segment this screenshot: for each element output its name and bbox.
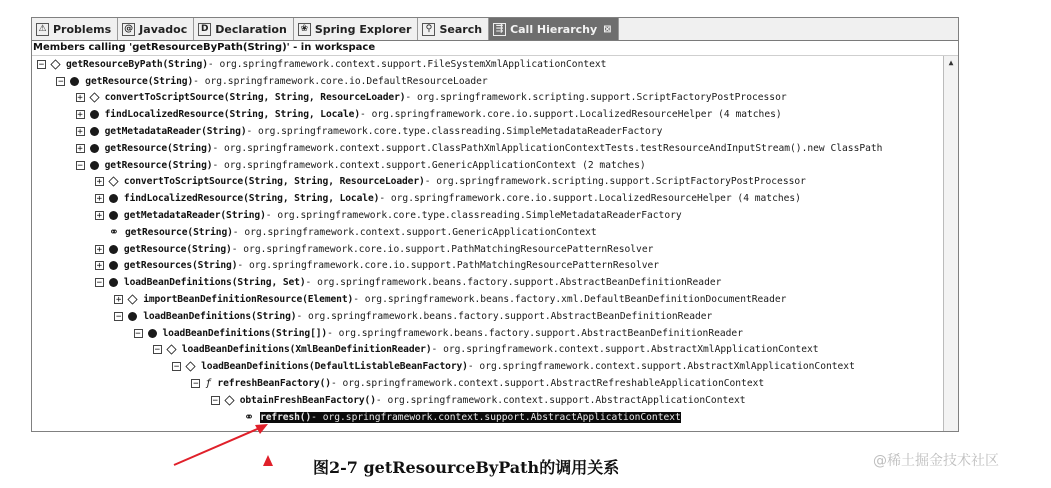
method-signature: refreshBeanFactory() xyxy=(217,378,331,390)
declaring-type: - org.springframework.context.support.ClassPathXmlApplicationContextTests.testResourceAndInputStream().new ClassPath xyxy=(212,142,883,154)
tab-label: Search xyxy=(439,22,483,36)
collapse-icon[interactable]: − xyxy=(77,160,83,171)
method-signature: loadBeanDefinitions(String[]) xyxy=(162,327,328,339)
method-signature: loadBeanDefinitions(XmlBeanDefinitionReader) xyxy=(181,344,432,356)
declaring-type: - org.springframework.core.type.classreading.SimpleMetadataReaderFactory xyxy=(265,210,682,222)
expand-icon[interactable]: + xyxy=(77,143,83,154)
declaring-type: - org.springframework.core.io.support.PathMatchingResourcePatternResolver xyxy=(237,260,660,272)
method-signature: getResourceByPath(String) xyxy=(66,58,208,70)
tab-label: Javadoc xyxy=(139,22,188,36)
expand-icon[interactable]: + xyxy=(77,127,83,138)
red-annotation-arrow-line xyxy=(174,427,262,465)
watermark: @稀土掘金技术社区 xyxy=(873,453,999,469)
declaring-type: - org.springframework.context.support.AbstractApplicationContext xyxy=(375,394,746,406)
declaring-type: - org.springframework.beans.factory.support.AbstractBeanDefinitionReader xyxy=(296,310,713,322)
scope-label: Members calling 'getResourceByPath(String)' - in workspace xyxy=(32,41,958,56)
tab-label: Call Hierarchy xyxy=(510,22,598,36)
collapse-icon[interactable]: − xyxy=(135,328,141,339)
declaring-type: - org.springframework.context.support.AbstractXmlApplicationContext xyxy=(467,361,855,373)
expand-icon[interactable]: + xyxy=(77,93,83,104)
method-signature: importBeanDefinitionResource(Element) xyxy=(143,294,354,306)
declaring-type: - org.springframework.beans.factory.support.AbstractBeanDefinitionReader xyxy=(327,327,743,339)
figure-caption: 图2-7 getResourceByPath的调用关系 xyxy=(313,458,620,477)
search-icon: ⚲ xyxy=(422,23,435,36)
tab-label: Spring Explorer xyxy=(314,22,412,36)
method-signature: convertToScriptSource(String, String, ResourceLoader) xyxy=(104,92,406,104)
method-signature: getResource(String) xyxy=(104,159,213,171)
method-signature: loadBeanDefinitions(DefaultListableBeanFactory) xyxy=(201,361,468,373)
method-signature: findLocalizedResource(String, String, Locale) xyxy=(104,109,361,121)
problems-icon: ⚠ xyxy=(36,23,49,36)
declaring-type: - org.springframework.beans.factory.xml.DefaultBeanDefinitionDocumentReader xyxy=(353,294,787,306)
declaring-type: - org.springframework.scripting.support.ScriptFactoryPostProcessor xyxy=(405,92,787,104)
method-signature: refresh() xyxy=(260,411,312,423)
expand-icon[interactable]: + xyxy=(96,244,103,255)
expand-icon[interactable]: + xyxy=(115,295,122,306)
tab-label: Declaration xyxy=(215,22,287,36)
method-signature: loadBeanDefinitions(String) xyxy=(143,310,297,322)
declaring-type: - org.springframework.core.io.support.PathMatchingResourcePatternResolver xyxy=(231,243,654,255)
declaring-type: - org.springframework.context.support.FileSystemXmlApplicationContext xyxy=(207,58,607,70)
recursive-call-icon: ⚭ xyxy=(244,409,255,424)
close-icon[interactable]: ⊠ xyxy=(603,23,612,35)
declaring-type: - org.springframework.context.support.AbstractRefreshableApplicationContext xyxy=(330,378,765,390)
method-signature: getResource(String) xyxy=(123,243,232,255)
declaring-type: - org.springframework.core.io.DefaultResourceLoader xyxy=(193,75,488,87)
abstract-method-icon: ƒ xyxy=(205,378,212,390)
collapse-icon[interactable]: − xyxy=(212,395,218,406)
declaring-type: - org.springframework.context.support.GenericApplicationContext (2 matches) xyxy=(212,159,646,171)
expand-icon[interactable]: + xyxy=(96,211,103,222)
collapse-icon[interactable]: − xyxy=(115,311,122,322)
method-signature: getResource(String) xyxy=(85,75,194,87)
expand-icon[interactable]: + xyxy=(96,177,103,188)
method-signature: obtainFreshBeanFactory() xyxy=(239,394,376,406)
method-signature: loadBeanDefinitions(String, Set) xyxy=(123,277,306,289)
declaring-type: - org.springframework.core.io.support.LocalizedResourceHelper (4 matches) xyxy=(379,193,801,205)
collapse-icon[interactable]: − xyxy=(154,345,160,356)
declaration-icon: D xyxy=(198,23,211,36)
declaring-type: - org.springframework.scripting.support.ScriptFactoryPostProcessor xyxy=(424,176,806,188)
collapse-icon[interactable]: − xyxy=(58,76,64,87)
method-signature: getResources(String) xyxy=(123,260,238,272)
declaring-type: - org.springframework.context.support.GenericApplicationContext xyxy=(232,226,597,238)
spring-explorer-icon: ❀ xyxy=(298,23,311,36)
declaring-type: - org.springframework.context.support.AbstractApplicationContext xyxy=(311,411,681,423)
declaring-type: - org.springframework.core.io.support.LocalizedResourceHelper (4 matches) xyxy=(360,109,782,121)
declaring-type: - org.springframework.beans.factory.support.AbstractBeanDefinitionReader xyxy=(305,277,722,289)
recursive-call-icon: ⚭ xyxy=(108,224,119,239)
expand-icon[interactable]: + xyxy=(96,194,103,205)
scroll-up-icon[interactable]: ▲ xyxy=(948,58,954,67)
expand-icon[interactable]: + xyxy=(96,261,103,272)
method-signature: convertToScriptSource(String, String, ResourceLoader) xyxy=(123,176,425,188)
javadoc-icon: @ xyxy=(124,24,134,34)
method-signature: getResource(String) xyxy=(104,142,213,154)
collapse-icon[interactable]: − xyxy=(173,362,180,373)
method-signature: getMetadataReader(String) xyxy=(123,210,266,222)
collapse-icon[interactable]: − xyxy=(96,278,103,289)
declaring-type: - org.springframework.context.support.AbstractXmlApplicationContext xyxy=(431,344,819,356)
expand-icon[interactable]: + xyxy=(77,110,83,121)
method-signature: getMetadataReader(String) xyxy=(104,126,247,138)
call-hierarchy-icon: ⇶ xyxy=(493,23,506,36)
collapse-icon[interactable]: − xyxy=(193,379,199,390)
method-signature: getResource(String) xyxy=(124,226,233,238)
declaring-type: - org.springframework.core.type.classreading.SimpleMetadataReaderFactory xyxy=(246,126,663,138)
red-caret-marker xyxy=(263,455,273,466)
collapse-icon[interactable]: − xyxy=(38,59,45,70)
method-signature: findLocalizedResource(String, String, Locale) xyxy=(123,193,380,205)
tab-label: Problems xyxy=(53,22,112,36)
